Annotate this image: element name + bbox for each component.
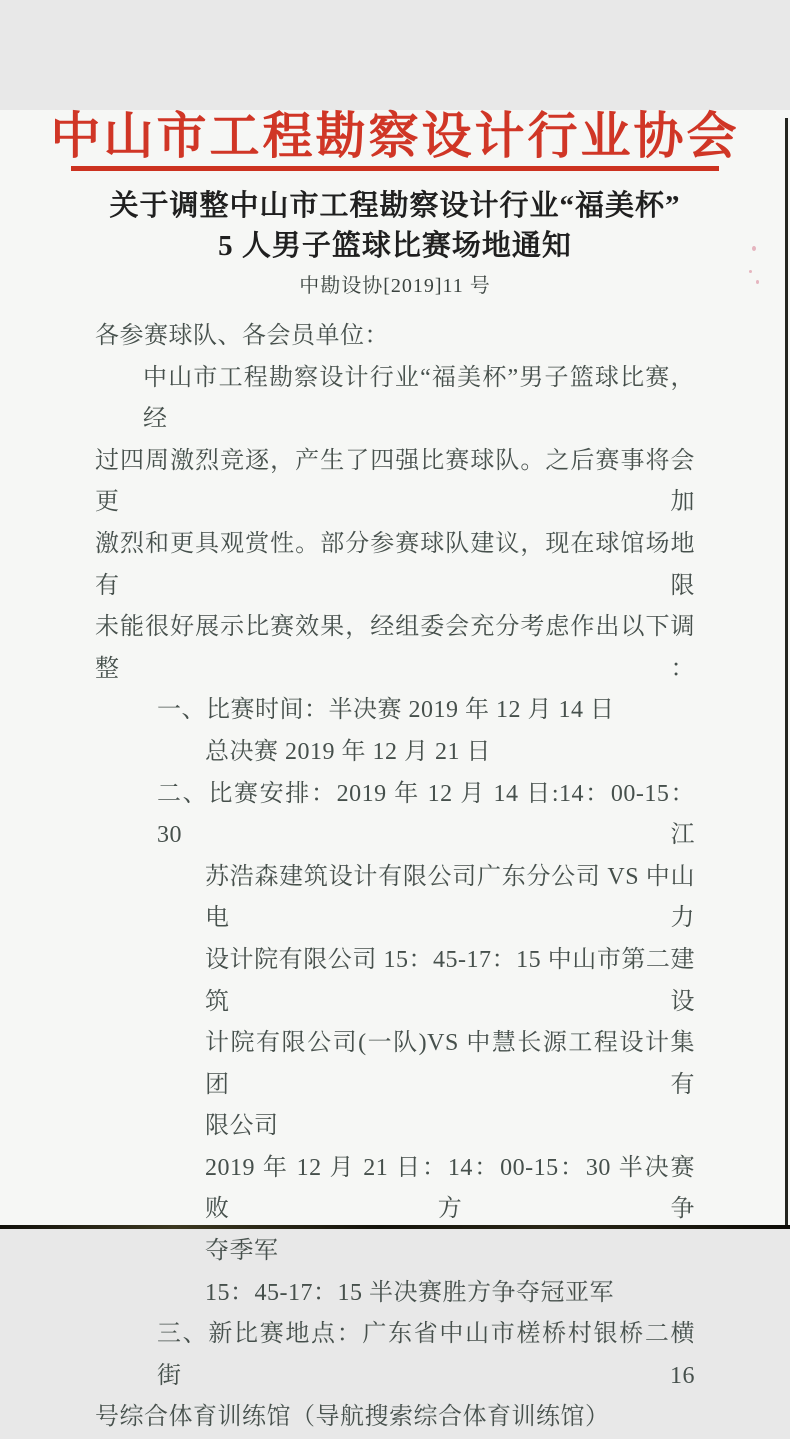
body-line: 号综合体育训练馆（导航搜索综合体育训练馆） [95,1404,610,1431]
notice-title-line2: 5 人男子篮球比赛场地通知 [218,230,572,262]
scanned-document-page [0,108,790,1431]
document-body [95,316,695,1439]
body-line: 苏浩森建筑设计有限公司广东分公司 VS 中山电力 [205,863,695,932]
body-line: 中山市工程勘察设计行业“福美杯”男子篮球比赛，经 [143,364,695,433]
body-line-item-3: 三、新比赛地点：广东省中山市槎桥村银桥二横街 16 [157,1321,695,1389]
title-underline [71,166,719,171]
body-line: 2019 年 12 月 21 日：14：00-15：30 半决赛败方争 [205,1154,695,1223]
body-line: 未能很好展示比赛效果，经组委会充分考虑作出以下调整： [95,614,695,682]
scan-speckle [756,280,759,284]
organization-title: 中山市工程勘察设计行业协会 [50,108,740,164]
document-number: 中勘设协[2019]11 号 [299,275,491,297]
body-line: 限公司 [205,1113,279,1140]
scan-speckle [752,246,756,251]
body-line: 激烈和更具观赏性。部分参赛球队建议，现在球馆场地有限 [95,530,695,599]
scan-edge-right [785,118,788,1229]
scan-speckle [749,270,752,273]
body-line: 夺季军 [205,1238,279,1265]
body-line: 过四周激烈竞逐，产生了四强比赛球队。之后赛事将会更加 [95,447,695,516]
body-line: 设计院有限公司 15：45-17：15 中山市第二建筑设 [205,946,695,1015]
body-line: 计院有限公司(一队)VS 中慧长源工程设计集团有 [205,1030,695,1098]
body-line: 15：45-17：15 半决赛胜方争夺冠亚军 [205,1279,614,1306]
body-line-salutation: 各参赛球队、各会员单位： [95,323,389,349]
body-line-item-2: 二、比赛安排：2019 年 12 月 14 日:14：00-15：30 江 [157,780,695,849]
scan-edge-bottom [0,1225,790,1229]
body-line-item-1: 一、比赛时间：半决赛 2019 年 12 月 14 日 [157,697,615,724]
body-line: 总决赛 2019 年 12 月 21 日 [205,738,491,765]
notice-title-line1: 关于调整中山市工程勘察设计行业“福美杯” [109,190,681,222]
